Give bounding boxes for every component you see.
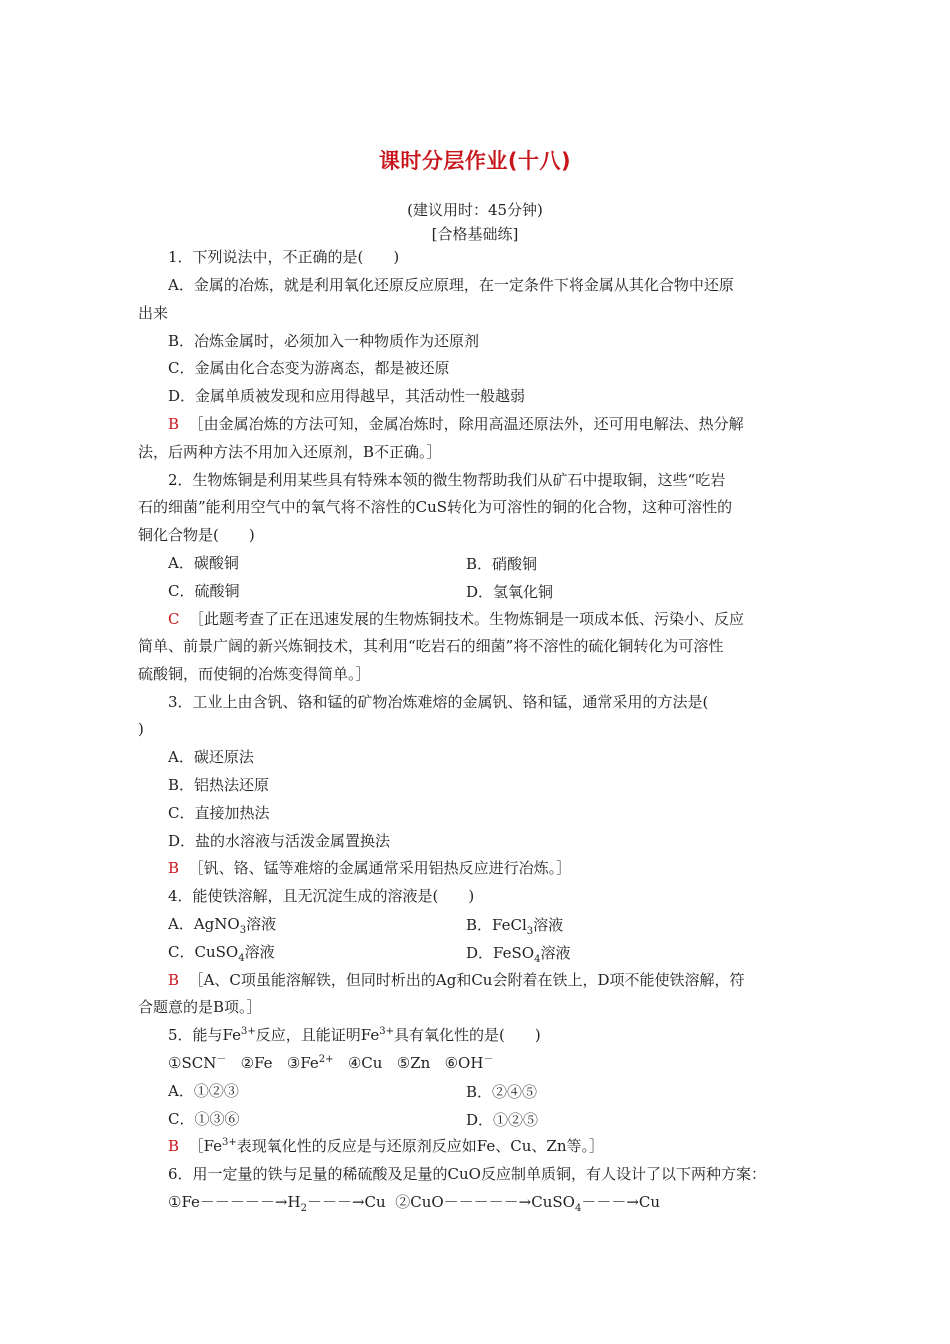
suggested-time: (建议用时：45分钟) bbox=[407, 201, 543, 219]
q1-option-a-line2: 出来 bbox=[138, 304, 169, 322]
q5-item-5: ⑤Zn bbox=[396, 1054, 431, 1072]
q3-stem-line1: 3．工业上由含钒、铬和锰的矿物冶炼难熔的金属钒、铬和锰，通常采用的方法是( bbox=[168, 693, 709, 711]
q4-option-a-sub: 3 bbox=[239, 925, 247, 936]
q5-option-d: D．①②⑤ bbox=[466, 1111, 539, 1129]
q2-option-b: B．硝酸铜 bbox=[466, 555, 538, 573]
q3-stem-line2: ) bbox=[138, 720, 144, 738]
page-title: 课时分层作业(十八) bbox=[378, 149, 572, 173]
q4-explanation-line1 bbox=[168, 970, 848, 990]
q5-explanation-sup: 3+ bbox=[222, 1137, 237, 1148]
q5-explanation-text2: 表现氧化性的反应是与还原剂反应如Fe、Cu、Zn等。］ bbox=[236, 1137, 604, 1155]
q5-item-3-sup: 2+ bbox=[318, 1054, 334, 1065]
q5-option-c: C．①③⑥ bbox=[168, 1110, 240, 1128]
q6-scheme2-arrow1: －－－－－→ bbox=[443, 1193, 532, 1211]
q5-stem-text2: 反应，且能证明Fe bbox=[255, 1026, 380, 1044]
q4-option-c-suffix: 溶液 bbox=[244, 943, 275, 961]
q1-explanation-line2: 法，后两种方法不用加入还原剂，B不正确。］ bbox=[138, 443, 442, 461]
q6-scheme1-mid: H bbox=[287, 1193, 301, 1211]
q2-stem-line1: 2．生物炼铜是利用某些具有特殊本领的微生物帮助我们从矿石中提取铜，这些“吃岩 bbox=[168, 471, 726, 489]
q6-stem: 6．用一定量的铁与足量的稀硫酸及足量的CuO反应制单质铜，有人设计了以下两种方案： bbox=[168, 1165, 766, 1183]
q5-item-1: ①SCN bbox=[168, 1054, 217, 1072]
q1-answer: B bbox=[168, 415, 180, 433]
q5-option-b: B．②④⑤ bbox=[466, 1083, 538, 1101]
q5-explanation-text1: ［Fe bbox=[188, 1137, 223, 1155]
q2-explanation-text: ［此题考查了正在迅速发展的生物炼铜技术。生物炼铜是一项成本低、污染小、反应 bbox=[189, 610, 745, 628]
q6-scheme2-start: ②CuO bbox=[395, 1193, 444, 1211]
q6-scheme2-end: Cu bbox=[638, 1193, 661, 1211]
q5-item-3: ③Fe bbox=[286, 1054, 319, 1072]
q6-schemes bbox=[168, 1192, 848, 1212]
q6-scheme1-mid-sub: 2 bbox=[300, 1203, 307, 1214]
q2-option-d: D．氢氧化铜 bbox=[466, 583, 554, 601]
q2-stem-line2: 石的细菌”能利用空气中的氧气将不溶性的CuS转化为可溶性的铜的化合物，这种可溶性的 bbox=[138, 498, 733, 516]
q4-option-d-text: D．FeSO bbox=[466, 944, 535, 962]
q6-scheme1-end: Cu bbox=[364, 1193, 386, 1211]
q5-item-6-sup: － bbox=[483, 1054, 494, 1065]
q3-option-a: A．碳还原法 bbox=[168, 748, 254, 766]
q5-item-2: ②Fe bbox=[240, 1054, 273, 1072]
q4-option-c-text: C．CuSO bbox=[168, 943, 239, 961]
q1-option-a-line1: A．金属的冶炼，就是利用氧化还原反应原理，在一定条件下将金属从其化合物中还原 bbox=[168, 276, 734, 294]
q4-option-b-sub: 3 bbox=[526, 926, 534, 937]
q5-explanation bbox=[168, 1136, 848, 1156]
q4-answer: B bbox=[168, 971, 180, 989]
q6-scheme1-arrow2: －－－→ bbox=[306, 1193, 365, 1211]
q6-scheme1-start: ①Fe bbox=[168, 1193, 200, 1211]
q3-answer: B bbox=[168, 859, 180, 877]
q4-option-d-sub: 4 bbox=[534, 954, 541, 965]
q5-item-4: ④Cu bbox=[347, 1054, 383, 1072]
q2-explanation-line3: 硫酸铜，而使铜的冶炼变得简单。］ bbox=[138, 665, 371, 683]
q5-stem-text3: 具有氧化性的是( ) bbox=[393, 1026, 541, 1044]
q2-explanation-line2: 简单、前景广阔的新兴炼铜技术，其利用“吃岩石的细菌”将不溶性的硫化铜转化为可溶性 bbox=[138, 637, 724, 655]
q6-scheme2-arrow2: －－－→ bbox=[581, 1193, 639, 1211]
q1-option-d: D．金属单质被发现和应用得越早，其活动性一般越弱 bbox=[168, 387, 526, 405]
q4-stem: 4．能使铁溶解，且无沉淀生成的溶液是( ) bbox=[168, 887, 475, 905]
q4-option-a-text: A．AgNO bbox=[168, 915, 240, 933]
q5-answer: B bbox=[168, 1137, 180, 1155]
q6-scheme1-arrow1: －－－－－→ bbox=[199, 1193, 288, 1211]
q5-option-a: A．①②③ bbox=[168, 1082, 239, 1100]
q1-option-b: B．冶炼金属时，必须加入一种物质作为还原剂 bbox=[168, 332, 480, 350]
q4-explanation-line2: 合题意的是B项。］ bbox=[138, 998, 262, 1016]
q5-stem bbox=[168, 1025, 848, 1045]
q4-option-c-sub: 4 bbox=[238, 953, 245, 964]
q4-option-b-suffix: 溶液 bbox=[533, 916, 564, 934]
q4-option-a-suffix: 溶液 bbox=[246, 915, 277, 933]
q6-scheme2-mid: CuSO bbox=[531, 1193, 575, 1211]
q5-items bbox=[168, 1053, 848, 1073]
q2-option-a: A．碳酸铜 bbox=[168, 554, 239, 572]
q5-item-6: ⑥OH bbox=[444, 1054, 484, 1072]
q4-explanation-text: ［A、C项虽能溶解铁，但同时析出的Ag和Cu会附着在铁上，D项不能使铁溶解，符 bbox=[188, 971, 745, 989]
q2-answer: C bbox=[168, 610, 180, 628]
q3-explanation bbox=[168, 858, 848, 878]
q3-option-d: D．盐的水溶液与活泼金属置换法 bbox=[168, 832, 391, 850]
q4-option-b-text: B．FeCl bbox=[466, 916, 527, 934]
q4-option-d-suffix: 溶液 bbox=[540, 944, 571, 962]
q3-option-b: B．铝热法还原 bbox=[168, 776, 270, 794]
q5-item-1-sup: － bbox=[216, 1054, 227, 1065]
q6-scheme2-mid-sub: 4 bbox=[574, 1203, 582, 1214]
q1-option-c: C．金属由化合态变为游离态，都是被还原 bbox=[168, 359, 450, 377]
q2-option-c: C．硫酸铜 bbox=[168, 582, 240, 600]
q4-option-b bbox=[466, 914, 563, 935]
q5-stem-text1: 5．能与Fe bbox=[168, 1026, 242, 1044]
q1-explanation-text: ［由金属冶炼的方法可知，金属冶炼时，除用高温还原法外，还可用电解法、热分解 bbox=[188, 415, 744, 433]
q5-stem-sup1: 3+ bbox=[241, 1026, 256, 1037]
q1-explanation-line1 bbox=[168, 414, 848, 434]
q3-option-c: C．直接加热法 bbox=[168, 804, 270, 822]
q5-stem-sup2: 3+ bbox=[379, 1026, 394, 1037]
section-label: [合格基础练] bbox=[431, 225, 519, 243]
q2-explanation-line1 bbox=[168, 609, 848, 629]
q1-stem: 1．下列说法中，不正确的是( ) bbox=[168, 248, 400, 266]
q4-option-d bbox=[466, 942, 570, 963]
q2-stem-line3: 铜化合物是( ) bbox=[138, 526, 255, 544]
q3-explanation-text: ［钒、铬、锰等难熔的金属通常采用铝热反应进行冶炼。］ bbox=[188, 859, 572, 877]
